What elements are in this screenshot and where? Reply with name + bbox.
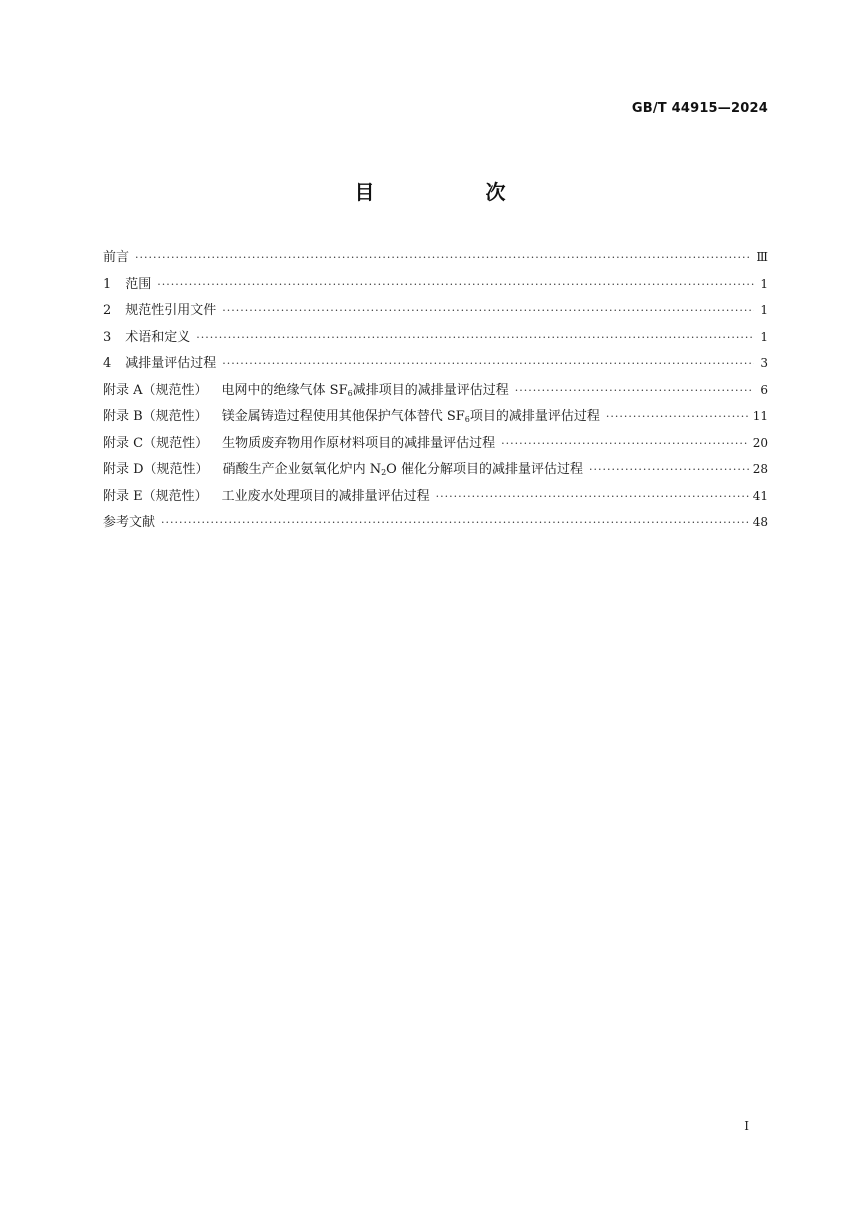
- toc-entry-terms-definitions[interactable]: [103, 324, 768, 351]
- toc-entry-label: [103, 325, 196, 351]
- toc-title-part: 项目的减排量评估过程: [469, 409, 600, 424]
- standard-number: GB/T 44915—2024: [631, 101, 768, 116]
- toc-title: 目 次: [354, 180, 558, 204]
- toc-entry-label: [103, 431, 501, 457]
- toc-entry-number: 2: [103, 303, 112, 318]
- toc-entry-title: 生物质废弃物用作原材料项目的减排量评估过程: [222, 435, 496, 451]
- toc-entry-page: Ⅲ: [756, 250, 768, 264]
- toc-annex-prefix: 附录 B（规范性）: [103, 409, 208, 424]
- toc-entry-page: 11: [752, 409, 768, 423]
- toc-leader-dots: [606, 404, 749, 430]
- toc-entry-annex-e[interactable]: [103, 483, 768, 510]
- toc-entry-title: 前言: [103, 250, 130, 265]
- toc-entry-annex-c[interactable]: [103, 430, 768, 457]
- toc-title-part: 减排项目的减排量评估过程: [352, 382, 509, 398]
- toc-leader-dots: [589, 457, 749, 483]
- toc-entry-number: 1: [103, 276, 112, 292]
- toc-entry-page: 28: [752, 462, 768, 476]
- subscript: 6: [464, 415, 470, 424]
- toc-entry-page: 3: [760, 356, 768, 370]
- toc-entry-title: 减排量评估过程: [125, 356, 217, 371]
- toc-entry-number: 4: [103, 356, 112, 371]
- toc-entry-title: [222, 383, 509, 398]
- toc-entry-label: [103, 378, 515, 404]
- toc-entry-label: [103, 351, 222, 377]
- toc-leader-dots: [222, 298, 754, 324]
- toc-entry-page: 41: [752, 488, 768, 503]
- toc-entry-page: 1: [760, 329, 768, 344]
- toc-annex-prefix: 附录 E（规范性）: [103, 488, 208, 504]
- toc-entry-title: 参考文献: [103, 515, 156, 530]
- toc-entry-label: [103, 457, 589, 483]
- toc-entry-page: 6: [760, 382, 768, 397]
- toc-entry-page: 20: [752, 435, 768, 450]
- toc-entry-annex-a[interactable]: [103, 377, 768, 404]
- toc-entry-bibliography[interactable]: [103, 509, 768, 536]
- toc-entry-assessment-process[interactable]: [103, 350, 768, 377]
- toc-entry-label: [103, 272, 157, 298]
- toc-entry-label: [103, 484, 436, 510]
- toc-leader-dots: [161, 510, 749, 536]
- toc-entry-title: [222, 409, 600, 424]
- toc-leader-dots: [135, 245, 752, 271]
- page-number: I: [744, 1119, 749, 1133]
- toc-entry-label: [103, 510, 161, 536]
- toc-entry-annex-d[interactable]: [103, 456, 768, 483]
- toc-leader-dots: [515, 378, 754, 404]
- toc-leader-dots: [157, 272, 754, 298]
- toc-entry-number: 3: [103, 329, 112, 345]
- toc-title-part: 电网中的绝缘气体 SF: [221, 382, 348, 398]
- table-of-contents: [103, 244, 768, 536]
- toc-leader-dots: [501, 431, 749, 457]
- toc-entry-title: 规范性引用文件: [125, 303, 217, 318]
- toc-entry-label: [103, 404, 606, 430]
- toc-entry-page: 48: [752, 515, 768, 529]
- toc-title-part: O 催化分解项目的减排量评估过程: [386, 462, 583, 477]
- toc-leader-dots: [222, 351, 754, 377]
- toc-title-part: 镁金属铸造过程使用其他保护气体替代 SF: [221, 409, 465, 424]
- toc-entry-label: [103, 245, 135, 271]
- toc-entry-page: 1: [760, 303, 768, 317]
- toc-entry-normative-references[interactable]: [103, 297, 768, 324]
- toc-entry-label: [103, 298, 222, 324]
- toc-entry-annex-b[interactable]: [103, 403, 768, 430]
- toc-entry-title: 术语和定义: [125, 329, 191, 345]
- toc-annex-prefix: 附录 D（规范性）: [103, 462, 209, 477]
- toc-leader-dots: [436, 484, 749, 510]
- toc-annex-prefix: 附录 A（规范性）: [103, 382, 208, 398]
- toc-entry-title: [223, 462, 583, 477]
- toc-leader-dots: [196, 325, 754, 351]
- subscript: 2: [381, 468, 387, 477]
- toc-entry-page: 1: [760, 276, 768, 291]
- toc-entry-foreword[interactable]: [103, 244, 768, 271]
- toc-entry-scope[interactable]: [103, 271, 768, 298]
- toc-entry-title: 工业废水处理项目的减排量评估过程: [221, 488, 430, 504]
- toc-annex-prefix: 附录 C（规范性）: [103, 435, 209, 451]
- toc-title-part: 硝酸生产企业氨氧化炉内 N: [222, 462, 382, 477]
- toc-entry-title: 范围: [125, 276, 152, 292]
- subscript: 6: [347, 388, 353, 398]
